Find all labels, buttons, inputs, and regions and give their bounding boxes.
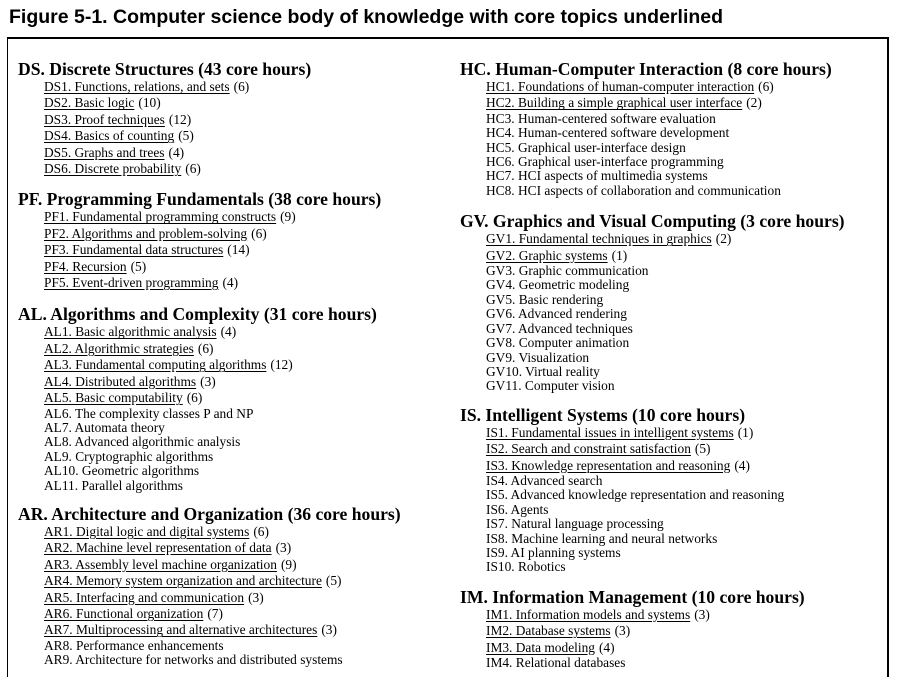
elective-topic-label: AL8. Advanced algorithmic analysis bbox=[44, 434, 241, 450]
elective-topic-label: IS10. Robotics bbox=[486, 559, 566, 575]
topic-item bbox=[486, 141, 885, 155]
topic-item bbox=[44, 259, 448, 275]
topic-item bbox=[44, 226, 448, 242]
core-topic-label: AR1. Digital logic and digital systems bbox=[44, 523, 250, 539]
topic-item bbox=[486, 112, 885, 126]
area-heading: IS. Intelligent Systems (10 core hours) bbox=[460, 404, 746, 425]
core-hours: (6) bbox=[186, 390, 203, 406]
elective-topic-label: AR8. Performance enhancements bbox=[44, 637, 224, 653]
topic-item bbox=[486, 95, 885, 111]
topic-list bbox=[460, 231, 885, 393]
area-heading: PF. Programming Fundamentals (38 core hours) bbox=[18, 189, 382, 210]
elective-topic-label: AL11. Parallel algorithms bbox=[44, 477, 183, 493]
body-of-knowledge-frame bbox=[7, 37, 889, 677]
core-topic-label: AL3. Fundamental computing algorithms bbox=[44, 357, 267, 373]
topic-item bbox=[486, 623, 885, 639]
topic-list bbox=[18, 324, 448, 492]
core-hours: (5) bbox=[178, 128, 194, 144]
core-hours: (12) bbox=[168, 111, 192, 127]
topic-item bbox=[486, 560, 885, 574]
topic-item bbox=[486, 488, 885, 502]
left-column bbox=[18, 48, 448, 668]
topic-item bbox=[486, 379, 885, 393]
elective-topic-label: GV7. Advanced techniques bbox=[486, 320, 633, 336]
core-hours: (1) bbox=[737, 424, 754, 440]
core-hours: (4) bbox=[168, 144, 185, 160]
topic-item bbox=[486, 336, 885, 350]
knowledge-area bbox=[460, 60, 885, 198]
topic-item bbox=[44, 557, 448, 573]
core-hours: (1) bbox=[611, 247, 628, 263]
knowledge-area bbox=[18, 505, 448, 668]
area-heading: AL. Algorithms and Complexity (31 core hours) bbox=[18, 304, 377, 325]
core-hours: (5) bbox=[694, 441, 711, 457]
core-topic-label: IS1. Fundamental issues in intelligent systems bbox=[486, 424, 734, 440]
topic-item bbox=[486, 546, 885, 560]
elective-topic-label: IS9. AI planning systems bbox=[486, 544, 621, 560]
topic-list bbox=[18, 524, 448, 668]
elective-topic-label: HC3. Human-centered software evaluation bbox=[486, 110, 716, 126]
topic-item bbox=[44, 79, 448, 95]
topic-list bbox=[460, 79, 885, 198]
core-topic-label: DS2. Basic logic bbox=[44, 95, 135, 111]
topic-item bbox=[44, 590, 448, 606]
elective-topic-label: AL9. Cryptographic algorithms bbox=[44, 448, 214, 464]
area-heading: DS. Discrete Structures (43 core hours) bbox=[18, 59, 312, 79]
topic-item bbox=[486, 351, 885, 365]
topic-item bbox=[486, 248, 885, 264]
elective-topic-label: HC6. Graphical user-interface programming bbox=[486, 154, 724, 170]
topic-item bbox=[44, 209, 448, 225]
elective-topic-label: HC5. Graphical user-interface design bbox=[486, 139, 686, 155]
area-heading: HC. Human-Computer Interaction (8 core hours) bbox=[460, 59, 832, 79]
core-hours: (4) bbox=[598, 639, 615, 655]
elective-topic-label: GV11. Computer vision bbox=[486, 378, 615, 394]
core-hours: (6) bbox=[253, 523, 269, 539]
area-heading: IM. Information Management (10 core hours) bbox=[460, 586, 805, 607]
core-hours: (6) bbox=[251, 225, 267, 241]
core-hours: (5) bbox=[325, 573, 342, 589]
topic-item bbox=[486, 425, 885, 441]
topic-item bbox=[44, 540, 448, 556]
topic-item bbox=[486, 184, 885, 198]
elective-topic-label: AL10. Geometric algorithms bbox=[44, 463, 200, 479]
topic-item bbox=[44, 573, 448, 589]
topic-item bbox=[44, 450, 448, 464]
core-topic-label: HC2. Building a simple graphical user interface bbox=[486, 95, 743, 111]
core-hours: (5) bbox=[130, 258, 147, 274]
topic-item bbox=[44, 653, 448, 667]
core-topic-label: PF5. Event-driven programming bbox=[44, 275, 219, 291]
topic-item bbox=[44, 357, 448, 373]
core-topic-label: DS6. Discrete probability bbox=[44, 161, 182, 177]
core-topic-label: AR6. Functional organization bbox=[44, 605, 204, 621]
knowledge-area bbox=[18, 190, 448, 291]
core-hours: (2) bbox=[746, 95, 762, 111]
topic-list bbox=[18, 209, 448, 291]
core-hours: (7) bbox=[207, 605, 223, 621]
topic-item bbox=[486, 278, 885, 292]
topic-item bbox=[486, 607, 885, 623]
elective-topic-label: HC4. Human-centered software development bbox=[486, 125, 730, 141]
core-topic-label: GV1. Fundamental techniques in graphics bbox=[486, 231, 712, 247]
core-hours: (6) bbox=[233, 79, 250, 94]
topic-item bbox=[44, 390, 448, 406]
elective-topic-label: GV5. Basic rendering bbox=[486, 291, 604, 307]
elective-topic-label: GV9. Visualization bbox=[486, 349, 590, 365]
elective-topic-label: IS4. Advanced search bbox=[486, 472, 603, 488]
topic-item bbox=[486, 307, 885, 321]
topic-list bbox=[460, 607, 885, 671]
elective-topic-label: IS5. Advanced knowledge representation and reasoning bbox=[486, 487, 785, 503]
elective-topic-label: AR9. Architecture for networks and distributed systems bbox=[44, 652, 343, 668]
knowledge-area bbox=[460, 406, 885, 575]
core-hours: (3) bbox=[248, 589, 264, 605]
core-topic-label: AL1. Basic algorithmic analysis bbox=[44, 324, 217, 340]
core-topic-label: AR3. Assembly level machine organization bbox=[44, 556, 277, 572]
elective-topic-label: AL6. The complexity classes P and NP bbox=[44, 405, 254, 421]
knowledge-area bbox=[460, 588, 885, 671]
topic-item bbox=[486, 79, 885, 95]
core-hours: (3) bbox=[200, 373, 216, 389]
figure-title: Figure 5-1. Computer science body of knowledge with core topics underlined bbox=[9, 6, 724, 28]
topic-item bbox=[44, 161, 448, 177]
topic-item bbox=[486, 474, 885, 488]
topic-item bbox=[44, 435, 448, 449]
core-hours: (4) bbox=[222, 275, 239, 291]
elective-topic-label: AL7. Automata theory bbox=[44, 419, 165, 435]
topic-item bbox=[486, 322, 885, 336]
topic-item bbox=[486, 656, 885, 670]
core-hours: (4) bbox=[734, 457, 750, 473]
topic-item bbox=[44, 479, 448, 493]
topic-item bbox=[44, 374, 448, 390]
topic-item bbox=[44, 128, 448, 144]
topic-item bbox=[44, 622, 448, 638]
topic-item bbox=[486, 503, 885, 517]
topic-item bbox=[44, 606, 448, 622]
core-topic-label: HC1. Foundations of human-computer interaction bbox=[486, 79, 755, 94]
elective-topic-label: GV4. Geometric modeling bbox=[486, 277, 630, 293]
topic-item bbox=[44, 464, 448, 478]
elective-topic-label: HC7. HCI aspects of multimedia systems bbox=[486, 168, 708, 184]
core-topic-label: AL2. Algorithmic strategies bbox=[44, 340, 194, 356]
topic-item bbox=[44, 421, 448, 435]
core-topic-label: AR2. Machine level representation of data bbox=[44, 540, 272, 556]
core-hours: (6) bbox=[758, 79, 774, 94]
core-hours: (6) bbox=[185, 161, 201, 177]
topic-item bbox=[44, 341, 448, 357]
core-topic-label: PF3. Fundamental data structures bbox=[44, 242, 224, 258]
topic-list bbox=[18, 79, 448, 177]
core-hours: (3) bbox=[694, 606, 710, 622]
core-hours: (10) bbox=[138, 95, 161, 111]
topic-item bbox=[486, 231, 885, 247]
right-column bbox=[460, 48, 885, 670]
core-hours: (14) bbox=[227, 242, 250, 258]
core-topic-label: PF1. Fundamental programming constructs bbox=[44, 209, 277, 225]
core-topic-label: DS1. Functions, relations, and sets bbox=[44, 79, 230, 94]
area-heading: AR. Architecture and Organization (36 core hours) bbox=[18, 503, 401, 524]
core-topic-label: IS2. Search and constraint satisfaction bbox=[486, 441, 691, 457]
topic-item bbox=[486, 365, 885, 379]
area-heading: GV. Graphics and Visual Computing (3 core hours) bbox=[460, 211, 845, 232]
core-hours: (3) bbox=[321, 622, 337, 638]
elective-topic-label: IS6. Agents bbox=[486, 501, 549, 517]
core-hours: (12) bbox=[270, 357, 293, 373]
core-topic-label: IM1. Information models and systems bbox=[486, 606, 691, 622]
topic-list bbox=[460, 425, 885, 575]
core-hours: (6) bbox=[197, 340, 214, 356]
elective-topic-label: IM4. Relational databases bbox=[486, 655, 626, 670]
core-topic-label: IS3. Knowledge representation and reasoning bbox=[486, 457, 731, 473]
topic-item bbox=[44, 95, 448, 111]
elective-topic-label: HC8. HCI aspects of collaboration and communication bbox=[486, 182, 781, 198]
topic-item bbox=[486, 517, 885, 531]
topic-item bbox=[44, 524, 448, 540]
elective-topic-label: IS7. Natural language processing bbox=[486, 516, 664, 532]
topic-item bbox=[486, 126, 885, 140]
topic-item bbox=[44, 112, 448, 128]
core-topic-label: IM2. Database systems bbox=[486, 623, 611, 639]
knowledge-area bbox=[460, 212, 885, 393]
topic-item bbox=[486, 532, 885, 546]
core-topic-label: DS5. Graphs and trees bbox=[44, 144, 165, 160]
topic-item bbox=[486, 458, 885, 474]
topic-item bbox=[44, 145, 448, 161]
core-topic-label: PF4. Recursion bbox=[44, 258, 127, 274]
elective-topic-label: GV10. Virtual reality bbox=[486, 363, 600, 379]
core-topic-label: AR4. Memory system organization and architecture bbox=[44, 573, 322, 589]
topic-item bbox=[44, 407, 448, 421]
topic-item bbox=[486, 441, 885, 457]
core-topic-label: DS3. Proof techniques bbox=[44, 111, 165, 127]
topic-item bbox=[486, 293, 885, 307]
topic-item bbox=[44, 639, 448, 653]
knowledge-area bbox=[18, 305, 448, 492]
topic-item bbox=[44, 242, 448, 258]
elective-topic-label: IS8. Machine learning and neural networks bbox=[486, 530, 718, 546]
core-topic-label: AR5. Interfacing and communication bbox=[44, 589, 245, 605]
core-topic-label: AL4. Distributed algorithms bbox=[44, 373, 197, 389]
core-topic-label: AL5. Basic computability bbox=[44, 390, 183, 406]
topic-item bbox=[44, 324, 448, 340]
core-hours: (9) bbox=[280, 209, 296, 225]
topic-item bbox=[486, 169, 885, 183]
core-topic-label: DS4. Basics of counting bbox=[44, 128, 175, 144]
core-hours: (2) bbox=[715, 231, 732, 247]
core-hours: (3) bbox=[275, 540, 292, 556]
topic-item bbox=[486, 264, 885, 278]
core-hours: (4) bbox=[220, 324, 237, 340]
core-hours: (3) bbox=[614, 623, 631, 639]
knowledge-area bbox=[18, 60, 448, 177]
core-hours: (9) bbox=[280, 556, 297, 572]
elective-topic-label: GV3. Graphic communication bbox=[486, 263, 649, 279]
core-topic-label: GV2. Graphic systems bbox=[486, 247, 608, 263]
core-topic-label: PF2. Algorithms and problem-solving bbox=[44, 225, 248, 241]
core-topic-label: IM3. Data modeling bbox=[486, 639, 595, 655]
topic-item bbox=[486, 155, 885, 169]
topic-item bbox=[44, 275, 448, 291]
topic-item bbox=[486, 640, 885, 656]
core-topic-label: AR7. Multiprocessing and alternative architectures bbox=[44, 622, 318, 638]
elective-topic-label: GV8. Computer animation bbox=[486, 335, 630, 351]
elective-topic-label: GV6. Advanced rendering bbox=[486, 306, 627, 322]
